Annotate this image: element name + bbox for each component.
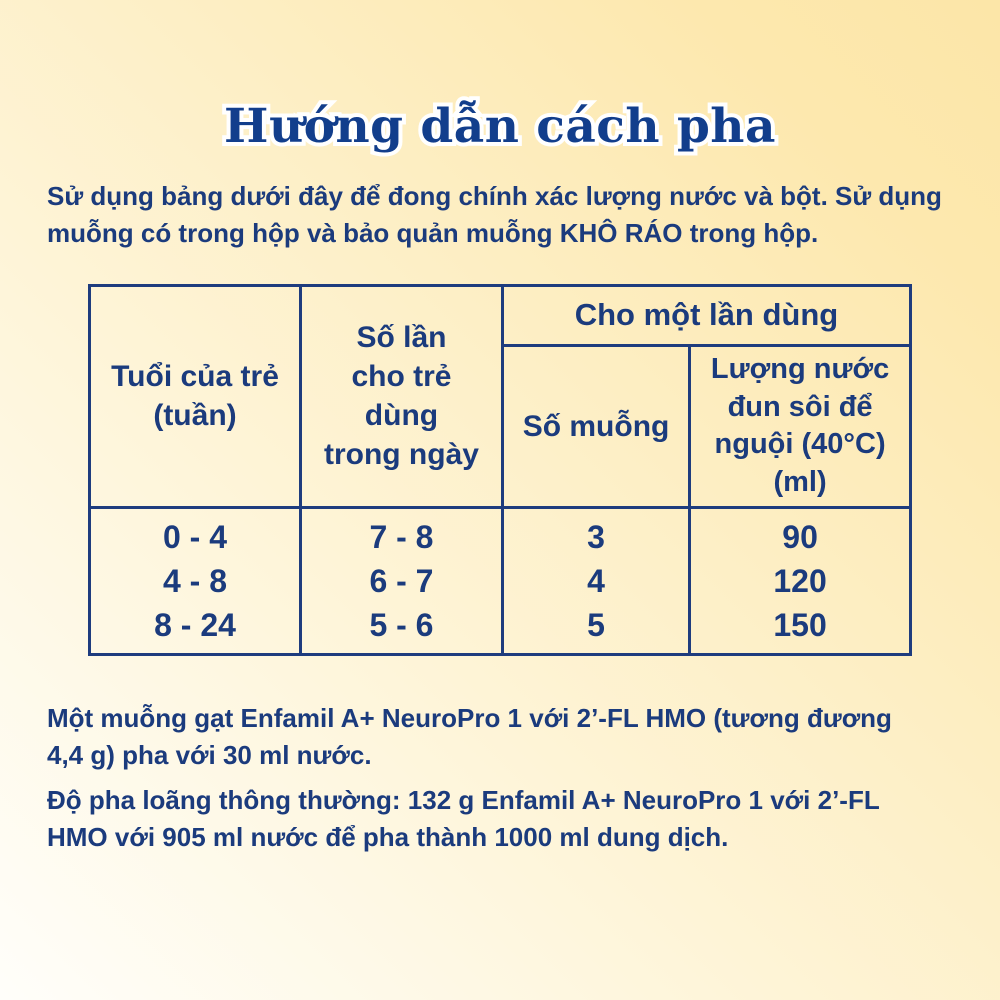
feeds-value: 6 - 7	[369, 562, 434, 599]
mixing-table	[88, 284, 912, 656]
age-value: 4 - 8	[162, 562, 227, 599]
intro-text: Sử dụng bảng dưới đây để đong chính xác lượng nước và bột. Sử dụng muỗng có trong hộp và bảo quản muỗng KHÔ RÁO trong hộp.	[47, 181, 942, 248]
scoops-value: 4	[587, 562, 605, 599]
table-data-row	[90, 507, 911, 654]
table-header-row-top	[90, 285, 911, 345]
scoops-cell	[502, 507, 689, 654]
header-feeds-per-day: Số lần cho trẻ dùng trong ngày	[300, 285, 502, 507]
header-per-feed-group: Cho một lần dùng	[502, 285, 910, 345]
water-cell	[690, 507, 911, 654]
instruction-panel	[0, 100, 1000, 1000]
feeds-value: 5 - 6	[369, 606, 434, 643]
scoops-value: 5	[587, 606, 605, 643]
header-water: Lượng nước đun sôi để nguội (40°C) (ml)	[690, 345, 911, 507]
age-cell	[90, 507, 301, 654]
scoops-value: 3	[587, 518, 605, 555]
feeds-value: 7 - 8	[369, 518, 434, 555]
note-scoop-equivalence: Một muỗng gạt Enfamil A+ NeuroPro 1 với 2’-FL HMO (tương đương 4,4 g) pha với 30 ml nước.	[47, 703, 892, 770]
feeds-cell	[300, 507, 502, 654]
water-value: 150	[773, 606, 827, 643]
age-value: 8 - 24	[154, 606, 236, 643]
note-standard-dilution: Độ pha loãng thông thường: 132 g Enfamil A+ NeuroPro 1 với 2’-FL HMO với 905 ml nước để pha thành 1000 ml dung dịch.	[47, 784, 880, 852]
age-value: 0 - 4	[162, 518, 227, 555]
water-value: 90	[782, 518, 818, 555]
page-title: Hướng dẫn cách pha	[224, 99, 776, 154]
header-age: Tuổi của trẻ (tuần)	[90, 285, 301, 507]
header-scoops: Số muỗng	[502, 345, 689, 507]
water-value: 120	[773, 562, 827, 599]
